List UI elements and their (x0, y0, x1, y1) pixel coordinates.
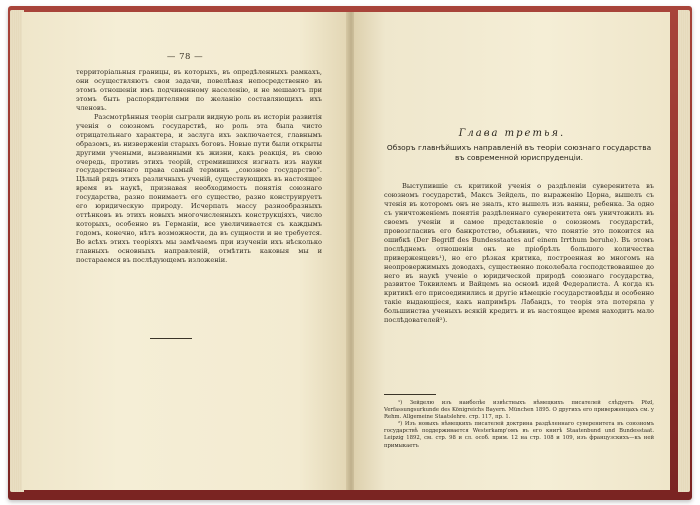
footnote: ²) Изъ новыхъ нѣмецкихъ писателей доктрина раздѣленнаго суверенитета въ союзномъ государствѣ поддерживается Westerkamp'омъ въ его книгѣ Staatenbund und Bundesstaat. Leipzig 1892, см. стр. 98 и сл. особ. прим. 12 на стр. 108 и 109, изъ французскихъ—къ ней примыкаетъ (384, 421, 654, 449)
left-page-text (76, 68, 322, 265)
right-page (354, 12, 670, 490)
footnote-rule (384, 394, 436, 395)
page-edges-right (678, 10, 690, 492)
paragraph: Выступившіе съ критикой ученія о раздѣленіи суверенитета въ союзномъ государствѣ, Максъ Зейдель, по выраженію Цорна, вышелъ съ чтенія въ которомъ онъ не зналъ, кто вышелъ изъ ванны, ребенка. За одно съ уничтоженіемъ понятія раздѣленнаго суверенитета онъ уничтожилъ въ своемъ ученіи и самое представленіе о союзномъ государствѣ, провозгласивъ его банкротство, объявивъ, что понятіе это покоится на ошибкѣ (Der Begriff des Bundesstaates auf einem Irrthum beruhe). Въ этомъ послѣднемъ отношеніи онъ не пріобрѣлъ большого количества приверженцевъ¹), но его рѣзкая критика, построенная во многомъ на неопровержимыхъ доводахъ, существенно поколебала господствовавшее до него въ наукѣ ученіе о юридической природѣ союзнаго государства, развитое Токвилемъ и Вайцемъ на основѣ идей Федералиста. А когда къ критикѣ его присоединились и другіе нѣмецкіе государствовѣды и особенно такіе выдающіеся, какъ напримѣръ Лабандъ, то теорія эта потеряла у большинства ученыхъ всякій кредитъ и въ настоящее время находитъ мало послѣдователей²). (384, 182, 654, 325)
right-page-text (384, 182, 654, 325)
page-number: — 78 — (166, 52, 204, 62)
chapter-title: Глава третья. (458, 128, 566, 139)
footnotes (384, 400, 654, 450)
paragraph: территоріальныя границы, въ которыхъ, въ опредѣленныхъ рамкахъ, они осуществляютъ свои задачи, повелѣвая непосредственно въ этомъ отношеніи имъ подчиненному населенію, и не мешаютъ при этомъ быть распорядителями по желанію составляющихъ ихъ членовъ. (76, 68, 322, 112)
footnote: ¹) Зейделю изъ наиболѣе извѣстныхъ нѣмецкихъ писателей слѣдуетъ Pözl, Verfassungsurkunde des Königreichs Bayern. München 1895. О другихъ его приверженцахъ см. у Rehm. Allgemeine Staatslehre. стр. 117, пр. 1. (384, 400, 654, 421)
section-end-rule (150, 338, 192, 339)
left-page (22, 12, 348, 490)
paragraph: Разсмотрѣнныя теоріи сыграли видную роль въ исторіи развитія ученія о союзномъ государствѣ, но роль эта была чисто отрицательнаго характера, и заслуга ихъ заключается, главнымъ образомъ, въ низверженіи старыхъ боговъ. Новые пути были открыты другими учеными, вызванными къ жизни, какъ реакція, въ свою очередь, противъ этихъ теорій, стремившихся изгнать изъ науки государственнаго права самый терминъ „союзное государство“. Цѣлый рядъ этихъ различныхъ ученій, существующихъ въ настоящее время въ наукѣ, признавая необходимость понятія союзнаго государства, разно понимаетъ его существо, разно конструируетъ его юридическую природу. Исчерпать массу разнообразныхъ оттѣнковъ въ этихъ новыхъ многочисленныхъ конструкціяхъ, число которыхъ, особенно въ Германіи, все увеличивается съ каждымъ годомъ, конечно, нѣтъ возможности, да въ сущности и не требуется. Во всѣхъ этихъ теоріяхъ мы замѣчаемъ при изученіи ихъ нѣсколько главныхъ основныхъ направленій, отмѣтить каковыя мы и постараемся въ послѣдующемъ изложеніи. (76, 112, 322, 265)
chapter-subtitle: Обзоръ главнѣйшихъ направленій въ теоріи союзнаго государства въ современной юриспруденціи. (386, 143, 652, 162)
